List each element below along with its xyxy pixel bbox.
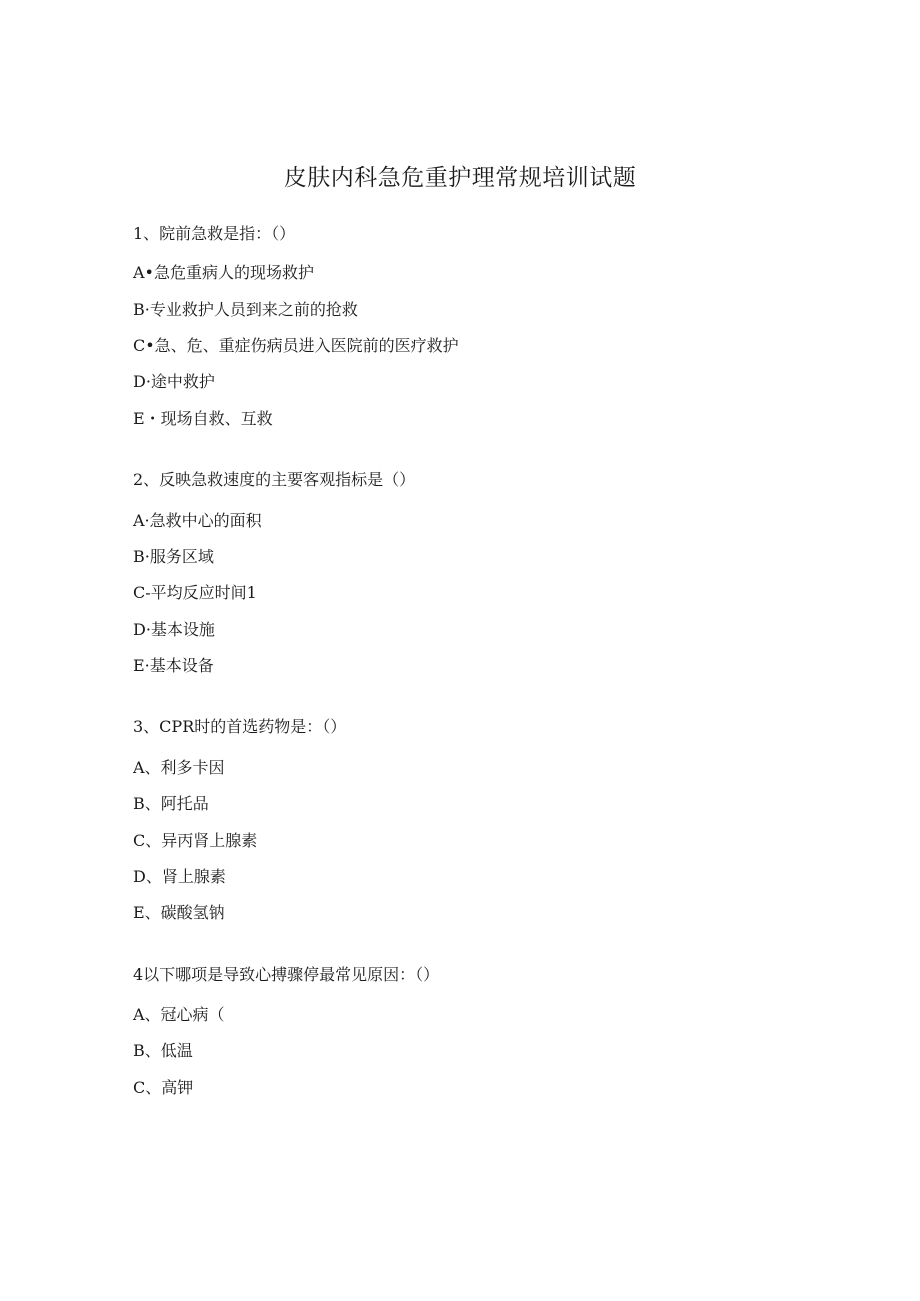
question-2-option-c: C-平均反应时间1 — [133, 583, 257, 602]
question-4-option-c: C、高钾 — [133, 1078, 194, 1097]
question-3-option-c: C、异丙肾上腺素 — [133, 831, 258, 850]
question-2-option-a: A·急救中心的面积 — [133, 511, 262, 530]
question-4-option-a: A、冠心病（ — [133, 1005, 225, 1024]
question-2-option-b: B·服务区域 — [133, 547, 214, 566]
question-1-option-d: D·途中救护 — [133, 372, 215, 391]
page-title: 皮肤内科急危重护理常规培训试题 — [283, 165, 637, 191]
question-1-option-c: C•急、危、重症伤病员进入医院前的医疗救护 — [133, 336, 459, 355]
question-3-option-d: D、肾上腺素 — [133, 867, 226, 886]
question-1-stem: 1、院前急救是指：（） — [133, 224, 296, 243]
question-1-option-b: B·专业救护人员到来之前的抢救 — [133, 300, 358, 319]
question-2-stem: 2、反映急救速度的主要客观指标是（） — [133, 470, 416, 489]
question-1-option-e: E・现场自救、互救 — [133, 409, 273, 428]
question-2-option-d: D·基本设施 — [133, 620, 215, 639]
question-1-option-a: A•急危重病人的现场救护 — [133, 263, 314, 282]
question-4-stem: 4以下哪项是导致心搏骤停最常见原因：（） — [133, 965, 440, 984]
question-3-stem: 3、CPR时的首选药物是：（） — [133, 717, 347, 736]
question-4-option-b: B、低温 — [133, 1041, 193, 1060]
question-2-option-e: E·基本设备 — [133, 656, 214, 675]
question-3-option-a: A、利多卡因 — [133, 758, 225, 777]
question-3-option-b: B、阿托品 — [133, 794, 209, 813]
question-3-option-e: E、碳酸氢钠 — [133, 903, 225, 922]
